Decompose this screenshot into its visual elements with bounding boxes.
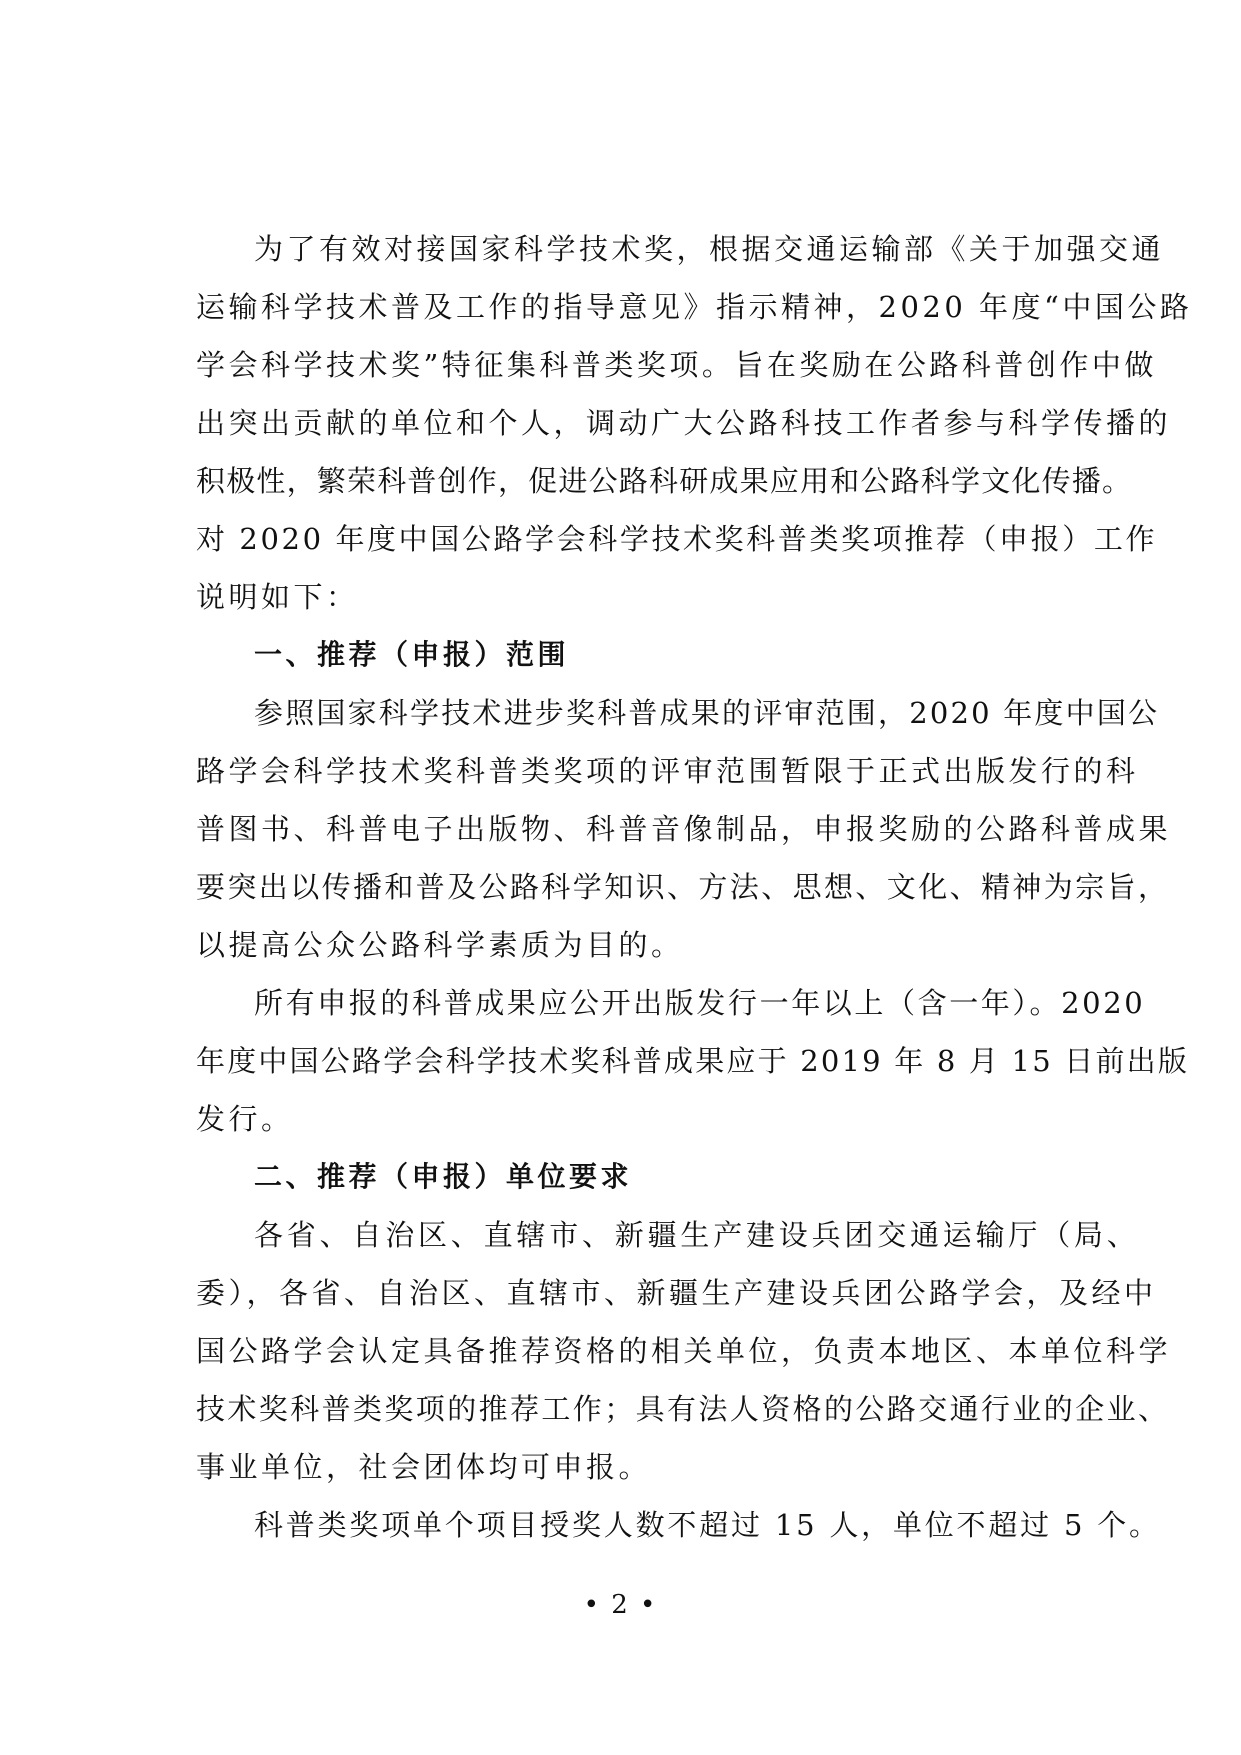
- paragraph-line: 为了有效对接国家科学技术奖，根据交通运输部《关于加强交通: [254, 232, 1165, 266]
- paragraph-line: 运输科学技术普及工作的指导意见》指示精神，2020 年度“中国公路: [196, 290, 1193, 324]
- section-heading-requirements: 二、推荐（申报）单位要求: [254, 1160, 633, 1193]
- paragraph-line: 国公路学会认定具备推荐资格的相关单位，负责本地区、本单位科学: [196, 1334, 1172, 1368]
- paragraph-line: 说明如下：: [196, 580, 359, 614]
- page-number: • 2 •: [583, 1590, 658, 1620]
- paragraph-line: 技术奖科普类奖项的推荐工作；具有法人资格的公路交通行业的企业、: [196, 1392, 1170, 1426]
- paragraph-line: 积极性，繁荣科普创作，促进公路科研成果应用和公路科学文化传播。: [196, 464, 1133, 498]
- paragraph-line: 科普类奖项单个项目授奖人数不超过 15 人，单位不超过 5 个。: [254, 1508, 1161, 1542]
- paragraph-line: 发行。: [196, 1102, 294, 1136]
- paragraph-line: 各省、自治区、直辖市、新疆生产建设兵团交通运输厅（局、: [254, 1218, 1140, 1252]
- paragraph-line: 路学会科学技术奖科普类奖项的评审范围暂限于正式出版发行的科: [196, 754, 1139, 788]
- paragraph-line: 事业单位，社会团体均可申报。: [196, 1450, 652, 1484]
- paragraph-line: 出突出贡献的单位和个人，调动广大公路科技工作者参与科学传播的: [196, 406, 1172, 440]
- paragraph-line: 参照国家科学技术进步奖科普成果的评审范围，2020 年度中国公: [254, 696, 1160, 730]
- paragraph-line: 学会科学技术奖”特征集科普类奖项。旨在奖励在公路科普创作中做: [196, 348, 1157, 382]
- document-body: [196, 220, 1193, 1554]
- paragraph-line: 委），各省、自治区、直辖市、新疆生产建设兵团公路学会，及经中: [196, 1276, 1157, 1310]
- paragraph-line: 要突出以传播和普及公路科学知识、方法、思想、文化、精神为宗旨，: [196, 870, 1170, 904]
- paragraph-line: 年度中国公路学会科学技术奖科普成果应于 2019 年 8 月 15 日前出版: [196, 1044, 1190, 1078]
- section-heading-scope: 一、推荐（申报）范围: [254, 638, 570, 671]
- paragraph-line: 普图书、科普电子出版物、科普音像制品，申报奖励的公路科普成果: [196, 812, 1172, 846]
- paragraph-line: 对 2020 年度中国公路学会科学技术奖科普类奖项推荐（申报）工作: [196, 522, 1158, 556]
- paragraph-line: 所有申报的科普成果应公开出版发行一年以上（含一年）。2020: [254, 986, 1146, 1020]
- paragraph-line: 以提高公众公路科学素质为目的。: [196, 928, 684, 962]
